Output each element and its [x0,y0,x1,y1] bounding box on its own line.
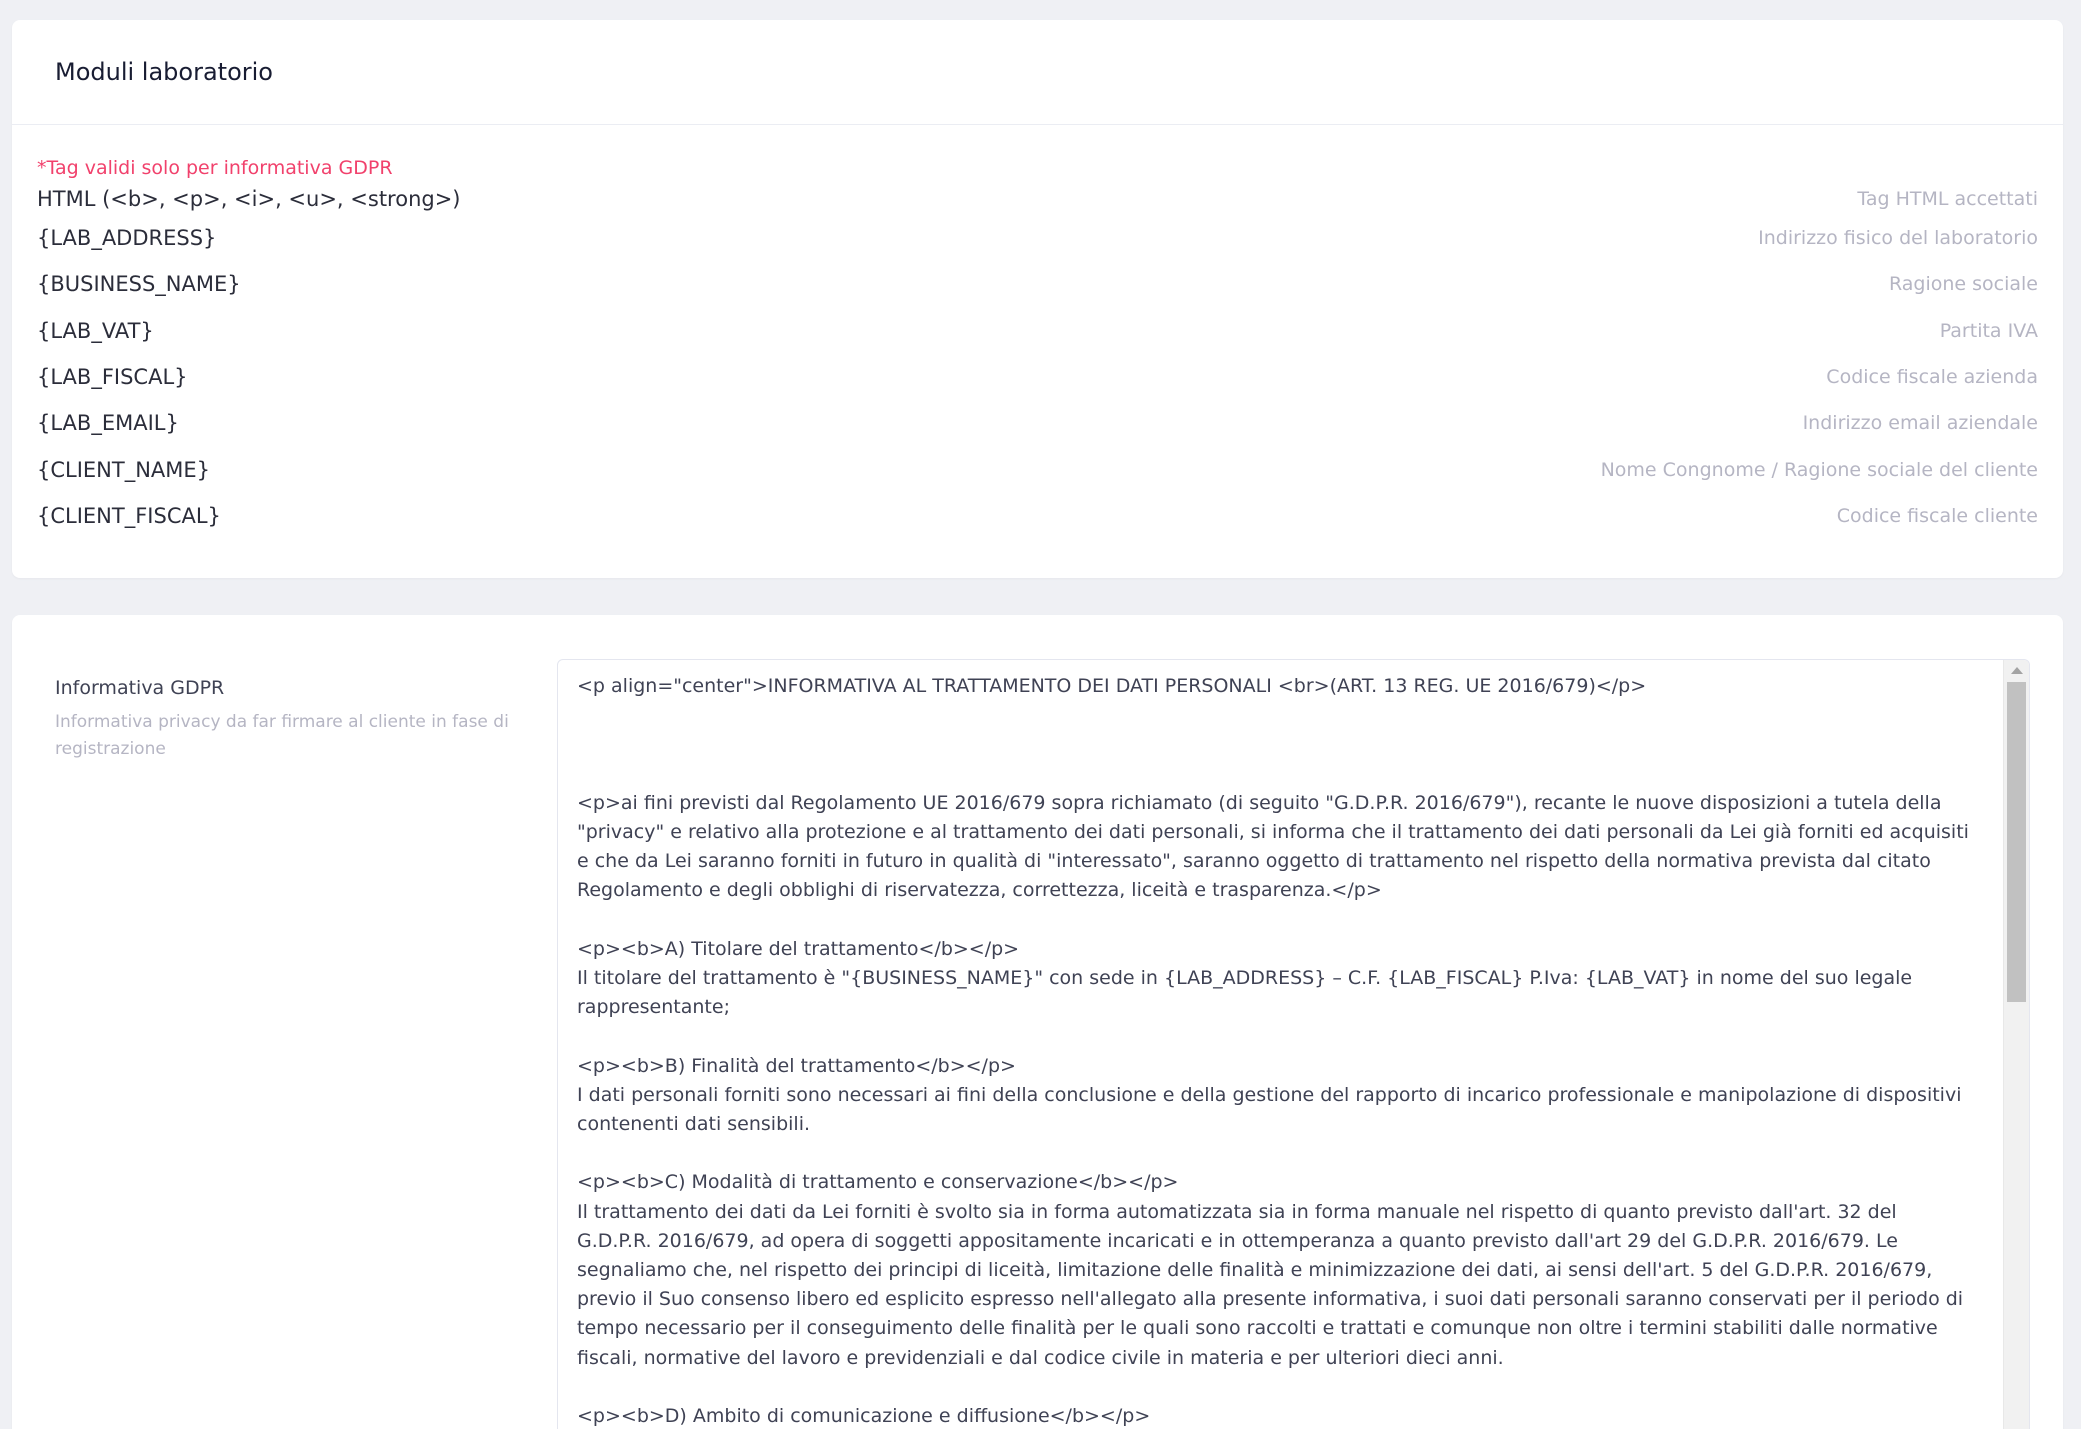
tag-description: Indirizzo email aziendale [1802,412,2038,435]
tag-description: Codice fiscale azienda [1826,366,2038,389]
tag-name: {LAB_EMAIL} [37,411,179,436]
tag-name: {LAB_FISCAL} [37,365,188,390]
tag-name: {LAB_ADDRESS} [37,226,217,251]
gdpr-card [12,615,2063,1429]
gdpr-field-label [55,675,515,763]
scroll-up-arrow-icon[interactable] [2011,667,2023,674]
gdpr-textarea[interactable] [557,659,2030,1429]
textarea-scrollbar[interactable] [2003,660,2029,1429]
tag-row [37,261,2038,307]
tag-description: Nome Congnome / Ragione sociale del cliente [1600,458,2038,481]
tag-description: Partita IVA [1939,319,2038,342]
tag-description: Indirizzo fisico del laboratorio [1758,227,2038,250]
page-title: Moduli laboratorio [55,58,273,86]
tag-row [37,493,2038,539]
gdpr-textarea-content[interactable]: <p align="center">INFORMATIVA AL TRATTAMENTO DEI DATI PERSONALI <br>(ART. 13 REG. UE 2016/679)</p> <p>ai fini previsti dal Regolamento UE 2016/679 sopra richiamato (di seguito "G.D.P.R. 2016/679"), recante le nuove disposizioni a tutela della "privacy" e relativo alla protezione e al trattamento dei dati personali, si informa che il trattamento dei dati personali da Lei già forniti ed acquisiti e che da Lei saranno forniti in futuro in qualità di "interessato", saranno oggetto di trattamento nel rispetto della normativa prevista dal citato Regolamento e degli obblighi di riservatezza, correttezza, liceità e trasparenza.</p> <p><b>A) Titolare del trattamento</b></p> Il titolare del trattamento è "{BUSINESS_NAME}" con sede in {LAB_ADDRESS} – C.F. {LAB_FISCAL} P.Iva: {LAB_VAT} in nome del suo legale rappresentante; <p><b>B) Finalità del trattamento</b></p> I dati personali forniti sono necessari ai fini della conclusione e della gestione del rapporto di incarico professionale e manipolazione di dispositivi contenenti dati sensibili. <p><b>C) Modalità di trattamento e conservazione</b></p> Il trattamento dei dati da Lei forniti è svolto sia in forma automatizzata sia in forma manuale nel rispetto di quanto previsto dall'art. 32 del G.D.P.R. 2016/679, ad opera di soggetti appositamente incaricati e in ottemperanza a quanto previsto dall'art 29 del G.D.P.R. 2016/679. Le segnaliamo che, nel rispetto dei principi di liceità, limitazione delle finalità e minimizzazione dei dati, ai sensi dell'art. 5 del G.D.P.R. 2016/679, previo il Suo consenso libero ed esplicito espresso nell'allegato alla presente informativa, i suoi dati personali saranno conservati per il periodo di tempo necessario per il conseguimento delle finalità per le quali sono raccolti e trattati e comunque non oltre i termini stabiliti dalle normative fiscali, normative del lavoro e previdenziali e dal codice civile in materia e per ulteriori dieci anni. <p><b>D) Ambito di comunicazione e diffusione</b></p> [577,675,1969,1428]
tags-note: *Tag validi solo per informativa GDPR [37,157,393,179]
gdpr-help-text: Informativa privacy da far firmare al cliente in fase di registrazione [55,712,509,759]
tag-name: {LAB_VAT} [37,318,154,343]
tag-name: {BUSINESS_NAME} [37,272,241,297]
tag-row [37,215,2038,261]
tag-name: HTML (<b>, <p>, <i>, <u>, <strong>) [37,187,461,211]
gdpr-label: Informativa GDPR [55,677,225,699]
tag-row [37,183,2038,215]
tag-row [37,400,2038,446]
tag-description: Ragione sociale [1888,273,2038,296]
tags-card [12,20,2063,578]
tag-name: {CLIENT_NAME} [37,457,211,482]
tag-row [37,308,2038,354]
tag-name: {CLIENT_FISCAL} [37,503,221,528]
card-header [12,20,2063,125]
tag-description: Codice fiscale cliente [1836,504,2038,527]
scrollbar-thumb[interactable] [2007,682,2026,1002]
tags-list [12,125,2063,539]
tag-row [37,354,2038,400]
tag-row [37,446,2038,492]
tag-description: Tag HTML accettati [1857,188,2038,210]
